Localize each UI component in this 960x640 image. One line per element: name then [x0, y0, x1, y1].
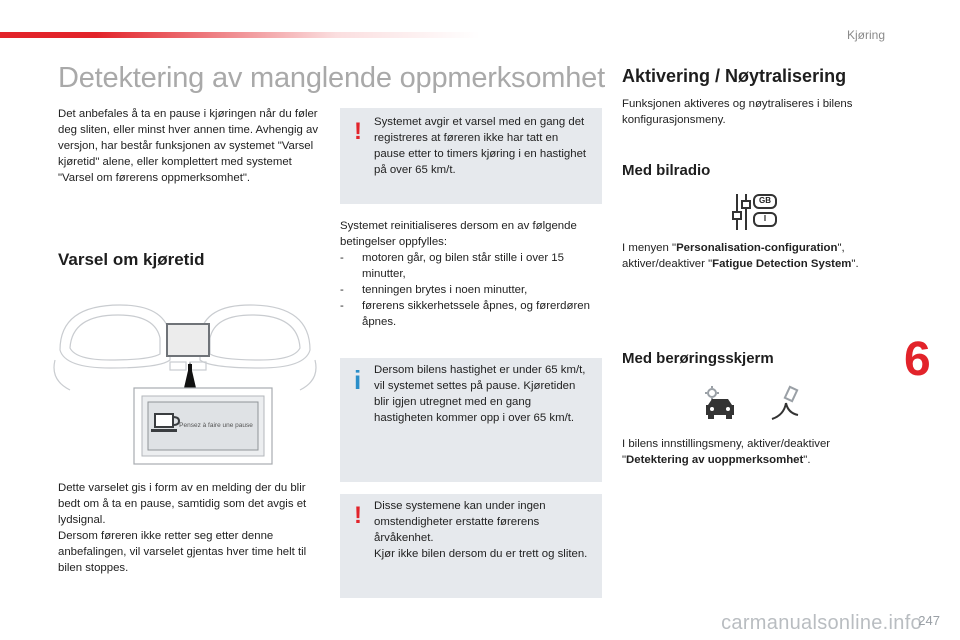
header-accent-bar: [0, 32, 480, 38]
warning-text-2: Disse systemene kan under ingen omstendigheter erstatte førerens årvåkenhet. Kjør ikke bilen dersom du er trett og sliten.: [374, 500, 588, 560]
warning-box-2: [340, 494, 602, 598]
list-item: - førerens sikkerhetssele åpnes, og førerdøren åpnes.: [340, 300, 590, 328]
intro-paragraph: Det anbefales å ta en pause i kjøringen når du føler deg sliten, eller minst hver annen time. Avhengig av versjon, har består funksjonen av systemet "Varsel kjøretid" alene, eller komplettert med systemet "Varsel om førerens oppmerksomhet".: [58, 108, 319, 184]
radio-badge-gb: GB: [759, 196, 771, 205]
varsel-heading: Varsel om kjøretid: [58, 250, 205, 269]
activation-intro: Funksjonen aktiveres og nøytraliseres i bilens konfigurasjonsmeny.: [622, 98, 853, 126]
warning-text-1: Systemet avgir et varsel med en gang det registreres at føreren ikke har tatt en pause etter to timers kjøring i en hastighet på over 65 km/t.: [374, 116, 587, 176]
page-number: 247: [918, 613, 940, 628]
list-dash: -: [340, 300, 344, 312]
radio-badge-i: I: [763, 214, 767, 223]
car-settings-icon: [700, 385, 740, 421]
touch-instructions: I bilens innstillingsmeny, aktiver/deaktiver "Detektering av uoppmerksomhet".: [622, 438, 831, 466]
warning-box-1: [340, 108, 602, 204]
info-box: [340, 358, 602, 482]
watermark: carmanualsonline.info: [721, 612, 922, 634]
radio-instructions: I menyen "Personalisation-configuration", aktiver/deaktiver "Fatigue Detection System".: [622, 242, 859, 270]
radio-heading: Med bilradio: [622, 162, 711, 179]
reset-intro: Systemet reinitialiseres dersom en av følgende betingelser oppfylles:: [340, 220, 577, 248]
reset-list: [340, 250, 602, 330]
option-name: Fatigue Detection System: [712, 258, 852, 270]
touch-heading: Med berøringsskjerm: [622, 350, 774, 367]
option-name: Detektering av uoppmerksomhet: [626, 454, 804, 466]
info-text: Dersom bilens hastighet er under 65 km/t, vil systemet settes på pause. Kjøretiden blir igjen utregnet med en gang hastigheten kommer opp i over 65 km/t.: [374, 364, 586, 424]
warning-icon: !: [354, 502, 362, 529]
info-icon: i: [354, 365, 362, 395]
dashboard-illustration: [50, 290, 320, 470]
list-dash: -: [340, 284, 344, 296]
warning-icon: !: [354, 118, 362, 145]
reset-conditions: [340, 218, 602, 330]
list-item: - tenningen brytes i noen minutter,: [340, 284, 528, 296]
page-title: Detektering av manglende oppmerksomhet: [58, 62, 605, 94]
chapter-number: 6: [904, 333, 931, 386]
menu-name: Personalisation-configuration: [676, 242, 838, 254]
varsel-description: Dette varselet gis i form av en melding der du blir bedt om å ta en pause, samtidig som det avgis et lydsignal. Dersom føreren ikke retter seg etter denne anbefalingen, vil varselet gjentas hver time helt til bilen stoppes.: [58, 482, 307, 574]
section-name: Kjøring: [846, 28, 885, 42]
list-item: - motoren går, og bilen står stille i over 15 minutter,: [340, 252, 564, 280]
fatigue-detection-icon: [770, 385, 804, 423]
display-message: Pensez à faire une pause: [179, 422, 253, 429]
activation-heading: Aktivering / Nøytralisering: [622, 66, 847, 86]
list-dash: -: [340, 252, 344, 264]
